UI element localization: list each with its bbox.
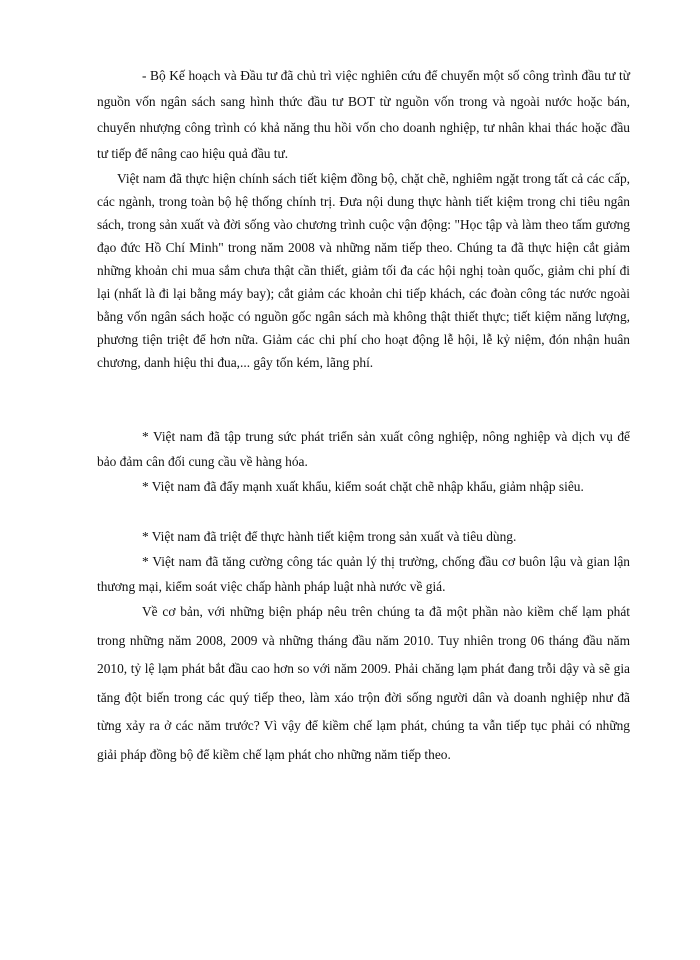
paragraph-savings-policy: Việt nam đã thực hiện chính sách tiết kiệm đồng bộ, chặt chẽ, nghiêm ngặt trong tất cả các cấp, các ngành, trong toàn bộ hệ thống chính trị. Đưa nội dung thực hành tiết kiệm trong chi tiêu ngân sách, trong sản xuất và đời sống vào chương trình cuộc vận động: "Học tập và làm theo tấm gương đạo đức Hồ Chí Minh" trong năm 2008 và những năm tiếp theo. Chúng ta đã thực hiện cắt giảm những khoản chi mua sắm chưa thật cần thiết, giảm tối đa các hội nghị toàn quốc, giảm chi phí đi lại (nhất là đi lại bằng máy bay); cắt giảm các khoản chi tiếp khách, các đoàn công tác nước ngoài bằng vốn ngân sách hoặc có nguồn gốc ngân sách mà không thật thiết thực; tiết kiệm năng lượng, phương tiện triệt để hơn nữa. Giảm các chi phí cho hoạt động lễ hội, lễ kỷ niệm, đón nhận huân chương, danh hiệu thi đua,... gây tốn kém, lãng phí.	[97, 171, 630, 370]
bullet-market-management: * Việt nam đã tăng cường công tác quản lý thị trường, chống đầu cơ buôn lậu và gian lận thương mại, kiểm soát việc chấp hành pháp luật nhà nước về giá.	[97, 554, 630, 594]
bullet-production: * Việt nam đã tập trung sức phát triển sản xuất công nghiệp, nông nghiệp và dịch vụ để bảo đảm cân đối cung cầu về hàng hóa.	[97, 429, 630, 469]
bullet-exports: * Việt nam đã đẩy mạnh xuất khẩu, kiểm soát chặt chẽ nhập khẩu, giảm nhập siêu.	[142, 479, 584, 494]
paragraph-conclusion: Về cơ bản, với những biện pháp nêu trên chúng ta đã một phần nào kiềm chế lạm phát trong những năm 2008, 2009 và những tháng đầu năm 2010. Tuy nhiên trong 06 tháng đầu năm 2010, tỷ lệ lạm phát bắt đầu cao hơn so với năm 2009. Phải chăng lạm phát đang trỗi dậy và sẽ gia tăng đột biến trong các quý tiếp theo, làm xáo trộn đời sống người dân và doanh nghiệp như đã từng xảy ra ở các năm trước? Vì vậy để kiềm chế lạm phát, chúng ta vẫn tiếp tục phải có những giải pháp đồng bộ để kiềm chế lạm phát cho những năm tiếp theo.	[97, 604, 630, 762]
bullet-thrift: * Việt nam đã triệt để thực hành tiết kiệm trong sản xuất và tiêu dùng.	[142, 529, 517, 544]
paragraph-bot-investment: - Bộ Kế hoạch và Đầu tư đã chủ trì việc nghiên cứu để chuyển một số công trình đầu tư từ nguồn vốn ngân sách sang hình thức đầu tư BOT từ nguồn vốn trong và ngoài nước hoặc bán, chuyển nhượng công trình có khả năng thu hồi vốn cho doanh nghiệp, tư nhân khai thác hoặc đầu tư tiếp để nâng cao hiệu quả đầu tư.	[97, 68, 630, 161]
